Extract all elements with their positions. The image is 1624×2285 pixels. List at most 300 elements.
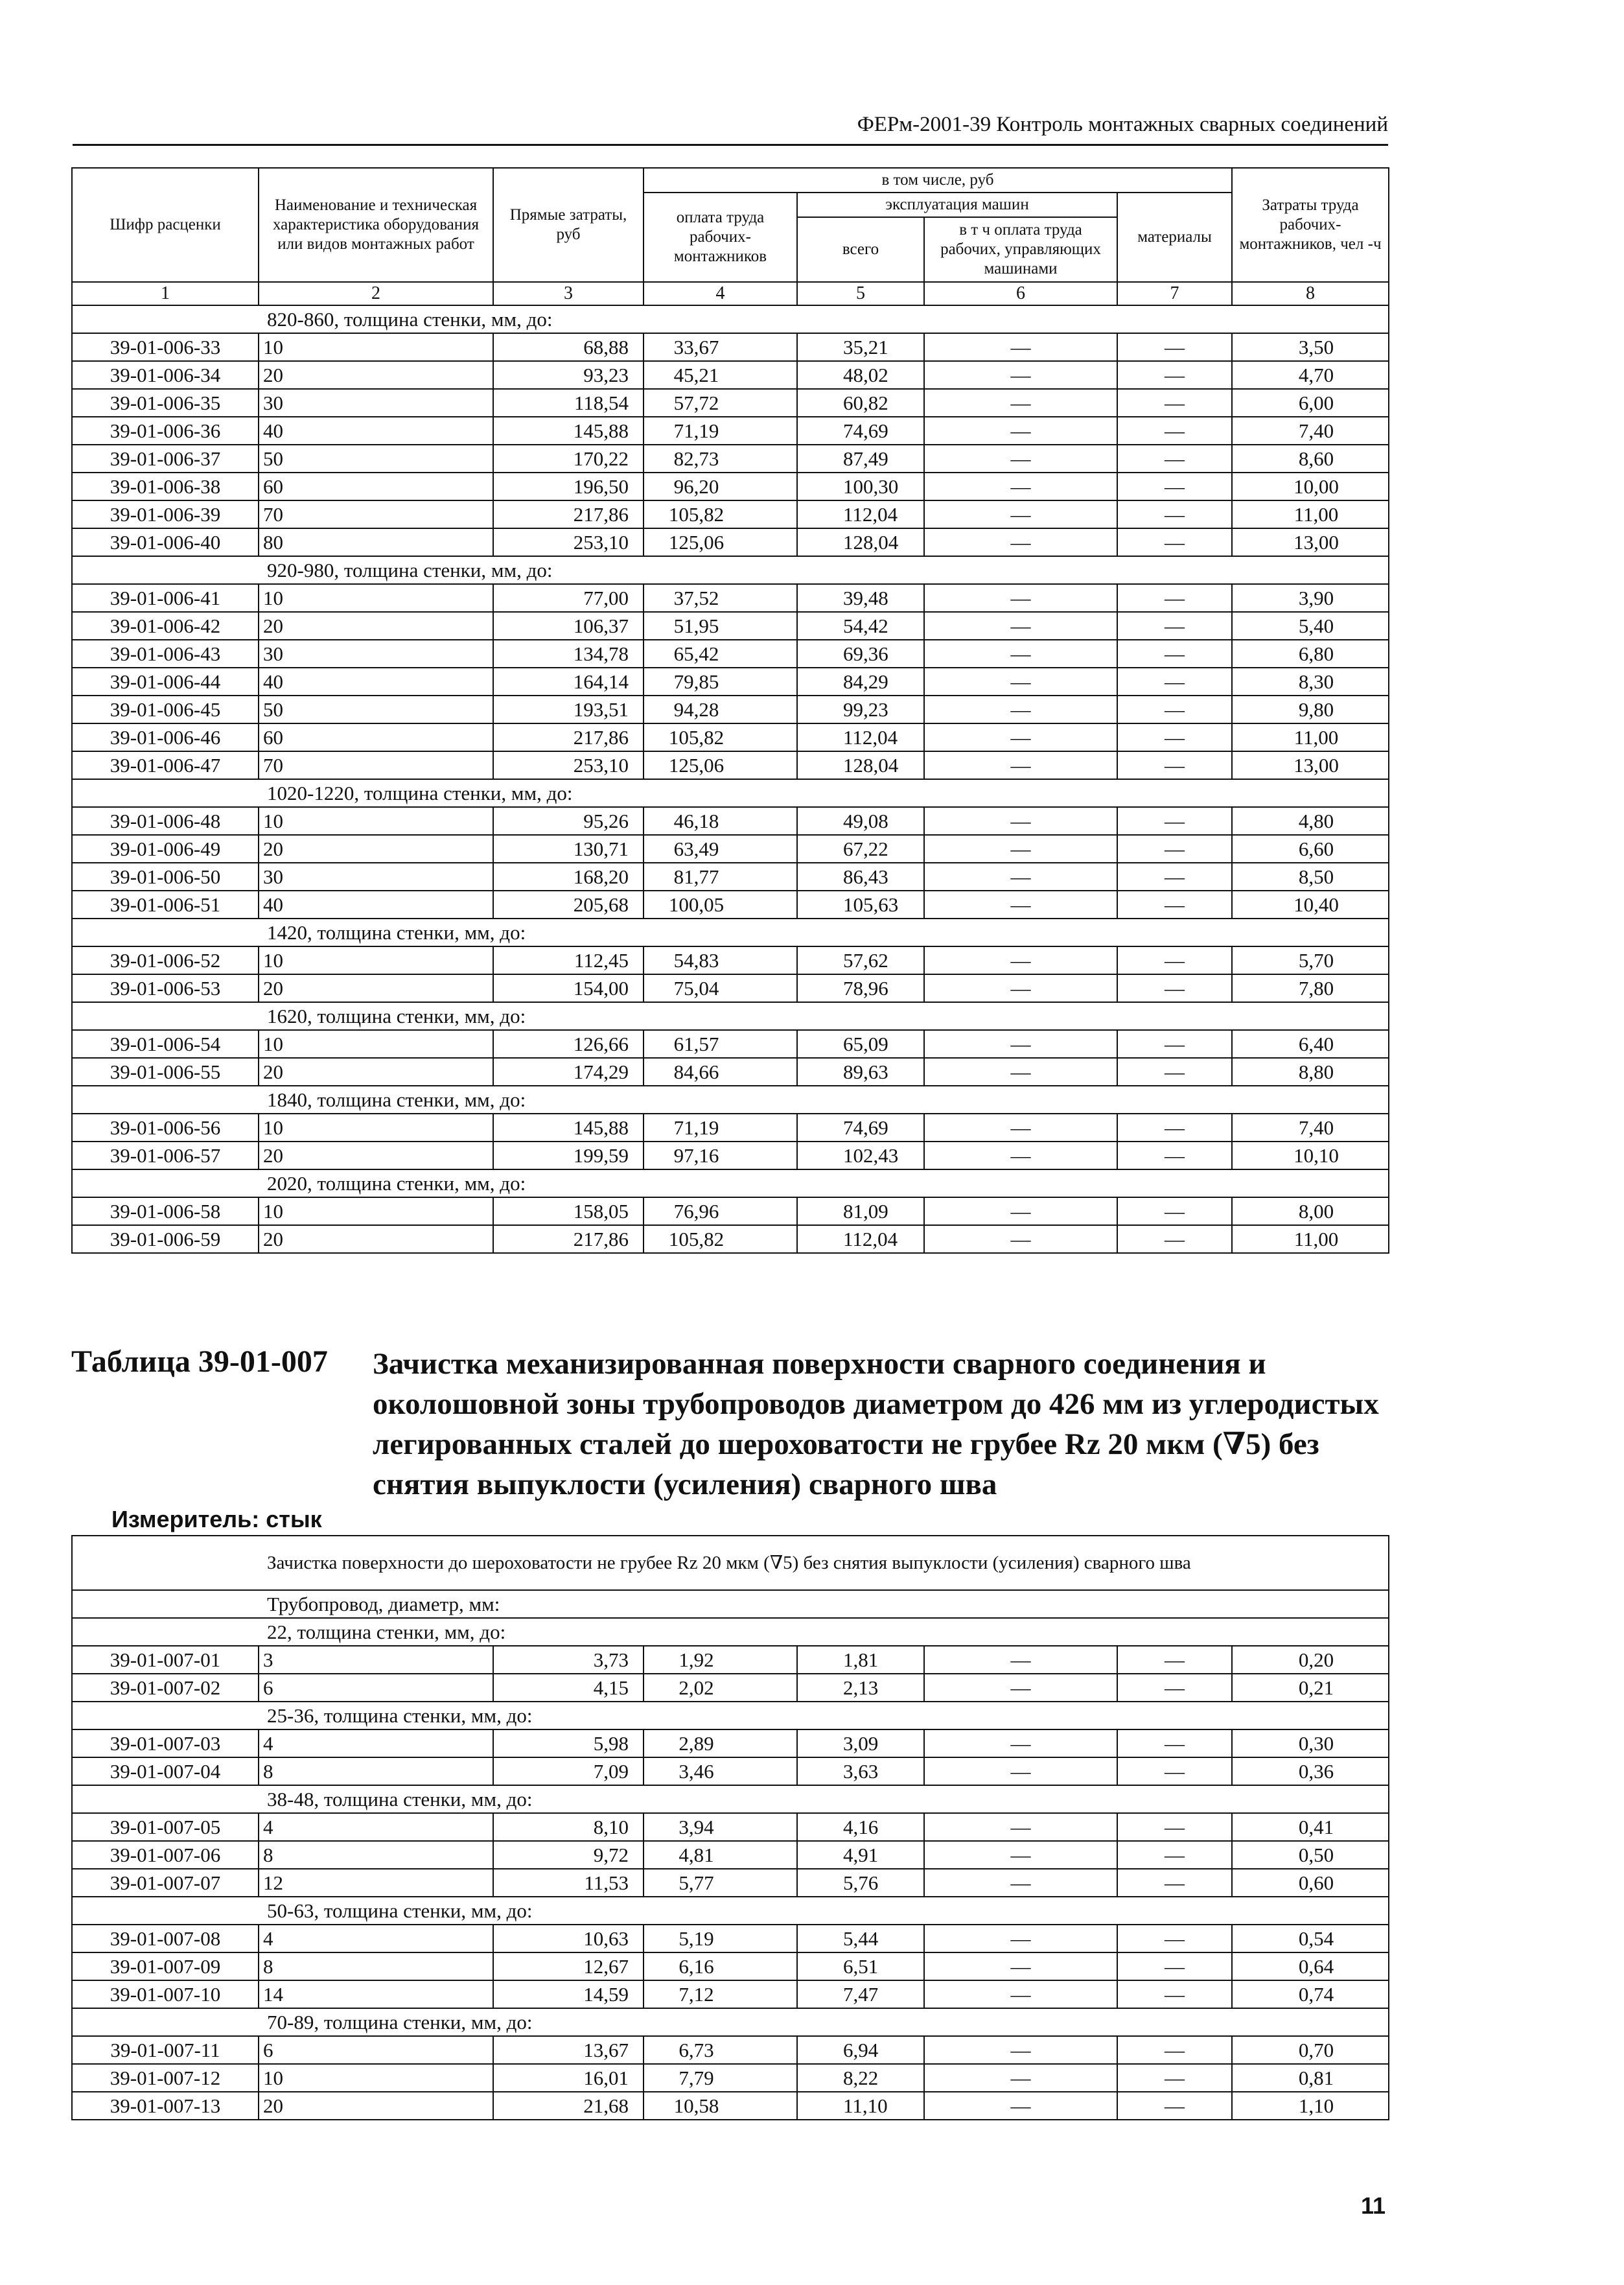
direct-cost: 196,50 (493, 473, 644, 500)
table-row (72, 1925, 1389, 1952)
machine-wage-cost: — (924, 1142, 1117, 1169)
direct-cost: 134,78 (493, 640, 644, 668)
machine-wage-cost: — (924, 1646, 1117, 1674)
machine-cost: 11,10 (797, 2092, 924, 2120)
table-row (72, 2092, 1389, 2120)
direct-cost: 77,00 (493, 584, 644, 612)
col-number: 2 (259, 282, 493, 305)
labor-hours: 6,80 (1232, 640, 1389, 668)
materials-cost: — (1117, 640, 1232, 668)
direct-cost: 11,53 (493, 1869, 644, 1897)
pipe-row (72, 1590, 1389, 1618)
wage-cost: 75,04 (644, 974, 797, 1002)
rate-code: 39-01-006-34 (72, 361, 259, 389)
wage-cost: 105,82 (644, 500, 797, 528)
table-007-title: Зачистка механизированная поверхности сварного соединения и околошовной зоны трубопроводов диаметром до 426 мм из углеродистых легированных сталей до шероховатости не грубее Rz 20 мкм (∇5) без снятия выпуклости (усиления) сварного шва (373, 1347, 1379, 1501)
rate-code: 39-01-007-04 (72, 1757, 259, 1785)
direct-cost: 106,37 (493, 612, 644, 640)
labor-hours: 3,90 (1232, 584, 1389, 612)
wage-cost: 37,52 (644, 584, 797, 612)
group-title: 25-36, толщина стенки, мм, до: (72, 1702, 1389, 1729)
head-direct: Прямые затраты, руб (493, 168, 644, 282)
machine-wage-cost: — (924, 1980, 1117, 2008)
direct-cost: 217,86 (493, 1225, 644, 1253)
rate-code: 39-01-006-43 (72, 640, 259, 668)
machine-cost: 39,48 (797, 584, 924, 612)
materials-cost: — (1117, 723, 1232, 751)
wall-thickness: 6 (259, 2036, 493, 2064)
wage-cost: 57,72 (644, 389, 797, 417)
group-title: 38-48, толщина стенки, мм, до: (72, 1785, 1389, 1813)
direct-cost: 13,67 (493, 2036, 644, 2064)
page-number: 11 (1361, 2192, 1386, 2219)
materials-cost: — (1117, 445, 1232, 473)
wall-thickness: 10 (259, 807, 493, 835)
labor-hours: 8,30 (1232, 668, 1389, 696)
rate-code: 39-01-007-12 (72, 2064, 259, 2092)
table-row (72, 1142, 1389, 1169)
materials-cost: — (1117, 891, 1232, 919)
wall-thickness: 20 (259, 2092, 493, 2120)
labor-hours: 5,70 (1232, 946, 1389, 974)
wage-cost: 3,46 (644, 1757, 797, 1785)
materials-cost: — (1117, 361, 1232, 389)
machine-cost: 67,22 (797, 835, 924, 863)
materials-cost: — (1117, 2092, 1232, 2120)
direct-cost: 193,51 (493, 696, 644, 723)
machine-cost: 7,47 (797, 1980, 924, 2008)
table-row (72, 1729, 1389, 1757)
machine-cost: 6,94 (797, 2036, 924, 2064)
wall-thickness: 8 (259, 1757, 493, 1785)
rate-code: 39-01-007-09 (72, 1952, 259, 1980)
wage-cost: 7,79 (644, 2064, 797, 2092)
wage-cost: 82,73 (644, 445, 797, 473)
col-number: 7 (1117, 282, 1232, 305)
machine-wage-cost: — (924, 1729, 1117, 1757)
wage-cost: 97,16 (644, 1142, 797, 1169)
labor-hours: 0,54 (1232, 1925, 1389, 1952)
wage-cost: 125,06 (644, 528, 797, 556)
machine-wage-cost: — (924, 1869, 1117, 1897)
group-title: 1620, толщина стенки, мм, до: (72, 1002, 1389, 1030)
direct-cost: 12,67 (493, 1952, 644, 1980)
rate-code: 39-01-007-10 (72, 1980, 259, 2008)
table-row (72, 1114, 1389, 1142)
materials-cost: — (1117, 1674, 1232, 1702)
wage-cost: 45,21 (644, 361, 797, 389)
labor-hours: 3,50 (1232, 333, 1389, 361)
machine-wage-cost: — (924, 2036, 1117, 2064)
rate-code: 39-01-007-03 (72, 1729, 259, 1757)
table-row (72, 2036, 1389, 2064)
wage-cost: 10,58 (644, 2092, 797, 2120)
materials-cost: — (1117, 1058, 1232, 1086)
rate-code: 39-01-006-51 (72, 891, 259, 919)
labor-hours: 13,00 (1232, 528, 1389, 556)
direct-cost: 170,22 (493, 445, 644, 473)
table-007-label: Таблица 39-01-007 (71, 1344, 328, 1379)
table-row (72, 584, 1389, 612)
rate-code: 39-01-006-46 (72, 723, 259, 751)
wall-thickness: 40 (259, 891, 493, 919)
direct-cost: 145,88 (493, 1114, 644, 1142)
rate-code: 39-01-006-41 (72, 584, 259, 612)
direct-cost: 4,15 (493, 1674, 644, 1702)
table-row (72, 1674, 1389, 1702)
rate-code: 39-01-007-11 (72, 2036, 259, 2064)
table-row (72, 946, 1389, 974)
materials-cost: — (1117, 1813, 1232, 1841)
materials-cost: — (1117, 417, 1232, 445)
table-row (72, 974, 1389, 1002)
materials-cost: — (1117, 863, 1232, 891)
machine-cost: 112,04 (797, 1225, 924, 1253)
wall-thickness: 30 (259, 640, 493, 668)
materials-cost: — (1117, 696, 1232, 723)
rates-table-007 (71, 1535, 1389, 2120)
wall-thickness: 70 (259, 500, 493, 528)
direct-cost: 253,10 (493, 751, 644, 779)
wall-thickness: 30 (259, 389, 493, 417)
table-row (72, 863, 1389, 891)
rate-code: 39-01-006-52 (72, 946, 259, 974)
wall-thickness: 40 (259, 668, 493, 696)
group-row (72, 305, 1389, 333)
wage-cost: 33,67 (644, 333, 797, 361)
group-row (72, 1169, 1389, 1197)
head-machines-wage: в т ч оплата труда рабочих, управляющих машинами (924, 217, 1117, 282)
machine-cost: 100,30 (797, 473, 924, 500)
labor-hours: 11,00 (1232, 723, 1389, 751)
machine-wage-cost: — (924, 1225, 1117, 1253)
labor-hours: 0,30 (1232, 1729, 1389, 1757)
materials-cost: — (1117, 500, 1232, 528)
table-row (72, 361, 1389, 389)
materials-cost: — (1117, 1980, 1232, 2008)
wage-cost: 5,19 (644, 1925, 797, 1952)
table-row (72, 1646, 1389, 1674)
direct-cost: 5,98 (493, 1729, 644, 1757)
rate-code: 39-01-007-08 (72, 1925, 259, 1952)
group-title: 70-89, толщина стенки, мм, до: (72, 2008, 1389, 2036)
table-007-heading (71, 1332, 1388, 1504)
machine-cost: 102,43 (797, 1142, 924, 1169)
table-row (72, 473, 1389, 500)
materials-cost: — (1117, 528, 1232, 556)
wage-cost: 105,82 (644, 1225, 797, 1253)
direct-cost: 130,71 (493, 835, 644, 863)
direct-cost: 10,63 (493, 1925, 644, 1952)
machine-wage-cost: — (924, 1114, 1117, 1142)
machine-wage-cost: — (924, 2064, 1117, 2092)
wall-thickness: 80 (259, 528, 493, 556)
direct-cost: 253,10 (493, 528, 644, 556)
rate-code: 39-01-006-45 (72, 696, 259, 723)
rate-code: 39-01-006-40 (72, 528, 259, 556)
wage-cost: 4,81 (644, 1841, 797, 1869)
machine-wage-cost: — (924, 417, 1117, 445)
materials-cost: — (1117, 473, 1232, 500)
wage-cost: 3,94 (644, 1813, 797, 1841)
materials-cost: — (1117, 333, 1232, 361)
direct-cost: 68,88 (493, 333, 644, 361)
materials-cost: — (1117, 2036, 1232, 2064)
rate-code: 39-01-006-55 (72, 1058, 259, 1086)
group-title: 22, толщина стенки, мм, до: (72, 1618, 1389, 1646)
machine-wage-cost: — (924, 500, 1117, 528)
rate-code: 39-01-006-35 (72, 389, 259, 417)
machine-cost: 1,81 (797, 1646, 924, 1674)
labor-hours: 10,40 (1232, 891, 1389, 919)
machine-wage-cost: — (924, 1925, 1117, 1952)
rate-code: 39-01-007-02 (72, 1674, 259, 1702)
direct-cost: 174,29 (493, 1058, 644, 1086)
machine-cost: 112,04 (797, 500, 924, 528)
labor-hours: 13,00 (1232, 751, 1389, 779)
machine-cost: 128,04 (797, 528, 924, 556)
head-materials: материалы (1117, 193, 1232, 282)
wage-cost: 7,12 (644, 1980, 797, 2008)
direct-cost: 7,09 (493, 1757, 644, 1785)
machine-cost: 35,21 (797, 333, 924, 361)
materials-cost: — (1117, 1646, 1232, 1674)
wall-thickness: 20 (259, 835, 493, 863)
group-title: 820-860, толщина стенки, мм, до: (72, 305, 1389, 333)
work-note: Зачистка поверхности до шероховатости не грубее Rz 20 мкм (∇5) без снятия выпуклости (усиления) сварного шва (72, 1536, 1389, 1590)
wall-thickness: 20 (259, 612, 493, 640)
table-row (72, 1841, 1389, 1869)
group-title: 1020-1220, толщина стенки, мм, до: (72, 779, 1389, 807)
wall-thickness: 10 (259, 1114, 493, 1142)
machine-cost: 49,08 (797, 807, 924, 835)
machine-wage-cost: — (924, 333, 1117, 361)
running-header (73, 113, 1388, 146)
machine-wage-cost: — (924, 361, 1117, 389)
materials-cost: — (1117, 835, 1232, 863)
rate-code: 39-01-006-49 (72, 835, 259, 863)
labor-hours: 6,60 (1232, 835, 1389, 863)
wall-thickness: 20 (259, 1058, 493, 1086)
machine-cost: 5,44 (797, 1925, 924, 1952)
rate-code: 39-01-006-33 (72, 333, 259, 361)
wall-thickness: 8 (259, 1841, 493, 1869)
group-title: 1420, толщина стенки, мм, до: (72, 919, 1389, 946)
rate-code: 39-01-006-58 (72, 1197, 259, 1225)
table-row (72, 640, 1389, 668)
rate-code: 39-01-006-44 (72, 668, 259, 696)
head-machines: эксплуатация машин (797, 193, 1117, 217)
table-row (72, 1225, 1389, 1253)
labor-hours: 8,80 (1232, 1058, 1389, 1086)
group-title: 1840, толщина стенки, мм, до: (72, 1086, 1389, 1114)
rate-code: 39-01-006-56 (72, 1114, 259, 1142)
machine-wage-cost: — (924, 668, 1117, 696)
direct-cost: 158,05 (493, 1197, 644, 1225)
labor-hours: 6,40 (1232, 1030, 1389, 1058)
labor-hours: 4,70 (1232, 361, 1389, 389)
machine-cost: 87,49 (797, 445, 924, 473)
rate-code: 39-01-006-48 (72, 807, 259, 835)
head-labor: Затраты труда рабочих-монтажников, чел -ч (1232, 168, 1389, 282)
direct-cost: 9,72 (493, 1841, 644, 1869)
wage-cost: 125,06 (644, 751, 797, 779)
labor-hours: 7,40 (1232, 1114, 1389, 1142)
rate-code: 39-01-007-05 (72, 1813, 259, 1841)
wall-thickness: 14 (259, 1980, 493, 2008)
labor-hours: 0,50 (1232, 1841, 1389, 1869)
labor-hours: 4,80 (1232, 807, 1389, 835)
labor-hours: 10,00 (1232, 473, 1389, 500)
materials-cost: — (1117, 612, 1232, 640)
col-number: 4 (644, 282, 797, 305)
table-head (72, 168, 1389, 305)
group-row (72, 556, 1389, 584)
materials-cost: — (1117, 974, 1232, 1002)
machine-wage-cost: — (924, 445, 1117, 473)
rate-code: 39-01-007-06 (72, 1841, 259, 1869)
group-title: 50-63, толщина стенки, мм, до: (72, 1897, 1389, 1925)
wage-cost: 2,02 (644, 1674, 797, 1702)
labor-hours: 8,00 (1232, 1197, 1389, 1225)
table-row (72, 445, 1389, 473)
machine-cost: 4,91 (797, 1841, 924, 1869)
col-number: 6 (924, 282, 1117, 305)
wall-thickness: 20 (259, 361, 493, 389)
table-row (72, 1197, 1389, 1225)
group-title: 920-980, толщина стенки, мм, до: (72, 556, 1389, 584)
wall-thickness: 4 (259, 1729, 493, 1757)
wall-thickness: 10 (259, 946, 493, 974)
materials-cost: — (1117, 1841, 1232, 1869)
rate-code: 39-01-006-47 (72, 751, 259, 779)
rate-code: 39-01-006-57 (72, 1142, 259, 1169)
table-row (72, 668, 1389, 696)
wage-cost: 63,49 (644, 835, 797, 863)
direct-cost: 21,68 (493, 2092, 644, 2120)
materials-cost: — (1117, 1030, 1232, 1058)
machine-cost: 86,43 (797, 863, 924, 891)
direct-cost: 95,26 (493, 807, 644, 835)
machine-cost: 3,09 (797, 1729, 924, 1757)
wall-thickness: 10 (259, 584, 493, 612)
direct-cost: 199,59 (493, 1142, 644, 1169)
materials-cost: — (1117, 1142, 1232, 1169)
measure-unit: Измеритель: стык (111, 1506, 322, 1532)
labor-hours: 0,60 (1232, 1869, 1389, 1897)
col-number: 3 (493, 282, 644, 305)
table-row (72, 891, 1389, 919)
table-row (72, 1058, 1389, 1086)
machine-wage-cost: — (924, 1674, 1117, 1702)
wall-thickness: 6 (259, 1674, 493, 1702)
wall-thickness: 10 (259, 1030, 493, 1058)
wage-cost: 96,20 (644, 473, 797, 500)
machine-wage-cost: — (924, 584, 1117, 612)
machine-cost: 5,76 (797, 1869, 924, 1897)
wall-thickness: 10 (259, 333, 493, 361)
materials-cost: — (1117, 1757, 1232, 1785)
table-row (72, 1030, 1389, 1058)
machine-cost: 54,42 (797, 612, 924, 640)
machine-wage-cost: — (924, 473, 1117, 500)
wall-thickness: 4 (259, 1813, 493, 1841)
group-row (72, 919, 1389, 946)
materials-cost: — (1117, 1225, 1232, 1253)
labor-hours: 0,41 (1232, 1813, 1389, 1841)
pipe-diameter-title: Трубопровод, диаметр, мм: (72, 1590, 1389, 1618)
labor-hours: 11,00 (1232, 500, 1389, 528)
rate-code: 39-01-007-01 (72, 1646, 259, 1674)
labor-hours: 5,40 (1232, 612, 1389, 640)
materials-cost: — (1117, 1729, 1232, 1757)
direct-cost: 164,14 (493, 668, 644, 696)
head-code: Шифр расценки (72, 168, 259, 282)
wall-thickness: 60 (259, 723, 493, 751)
labor-hours: 7,40 (1232, 417, 1389, 445)
machine-cost: 128,04 (797, 751, 924, 779)
direct-cost: 217,86 (493, 723, 644, 751)
wall-thickness: 30 (259, 863, 493, 891)
materials-cost: — (1117, 1197, 1232, 1225)
wage-cost: 81,77 (644, 863, 797, 891)
table-row (72, 751, 1389, 779)
group-row (72, 1785, 1389, 1813)
rate-code: 39-01-006-53 (72, 974, 259, 1002)
machine-wage-cost: — (924, 528, 1117, 556)
machine-wage-cost: — (924, 891, 1117, 919)
machine-cost: 84,29 (797, 668, 924, 696)
machine-cost: 105,63 (797, 891, 924, 919)
machine-cost: 8,22 (797, 2064, 924, 2092)
labor-hours: 8,50 (1232, 863, 1389, 891)
machine-wage-cost: — (924, 1813, 1117, 1841)
labor-hours: 10,10 (1232, 1142, 1389, 1169)
running-title: ФЕРм-2001-39 Контроль монтажных сварных соединений (857, 113, 1388, 136)
direct-cost: 168,20 (493, 863, 644, 891)
direct-cost: 154,00 (493, 974, 644, 1002)
machine-wage-cost: — (924, 751, 1117, 779)
machine-wage-cost: — (924, 1841, 1117, 1869)
head-machines-total: всего (797, 217, 924, 282)
machine-wage-cost: — (924, 723, 1117, 751)
table-row (72, 696, 1389, 723)
wall-thickness: 10 (259, 1197, 493, 1225)
labor-hours: 1,10 (1232, 2092, 1389, 2120)
rate-code: 39-01-007-13 (72, 2092, 259, 2120)
labor-hours: 0,20 (1232, 1646, 1389, 1674)
table-row (72, 389, 1389, 417)
column-numbers-row (72, 282, 1389, 305)
table-007-section (71, 1332, 1388, 2120)
labor-hours: 8,60 (1232, 445, 1389, 473)
machine-wage-cost: — (924, 2092, 1117, 2120)
labor-hours: 0,36 (1232, 1757, 1389, 1785)
direct-cost: 217,86 (493, 500, 644, 528)
wage-cost: 65,42 (644, 640, 797, 668)
wage-cost: 51,95 (644, 612, 797, 640)
machine-wage-cost: — (924, 1757, 1117, 1785)
group-row (72, 779, 1389, 807)
group-title: 2020, толщина стенки, мм, до: (72, 1169, 1389, 1197)
wage-cost: 5,77 (644, 1869, 797, 1897)
head-incl: в том числе, руб (644, 168, 1232, 193)
wage-cost: 71,19 (644, 417, 797, 445)
wage-cost: 6,16 (644, 1952, 797, 1980)
table-row (72, 1757, 1389, 1785)
group-row (72, 1897, 1389, 1925)
machine-cost: 6,51 (797, 1952, 924, 1980)
